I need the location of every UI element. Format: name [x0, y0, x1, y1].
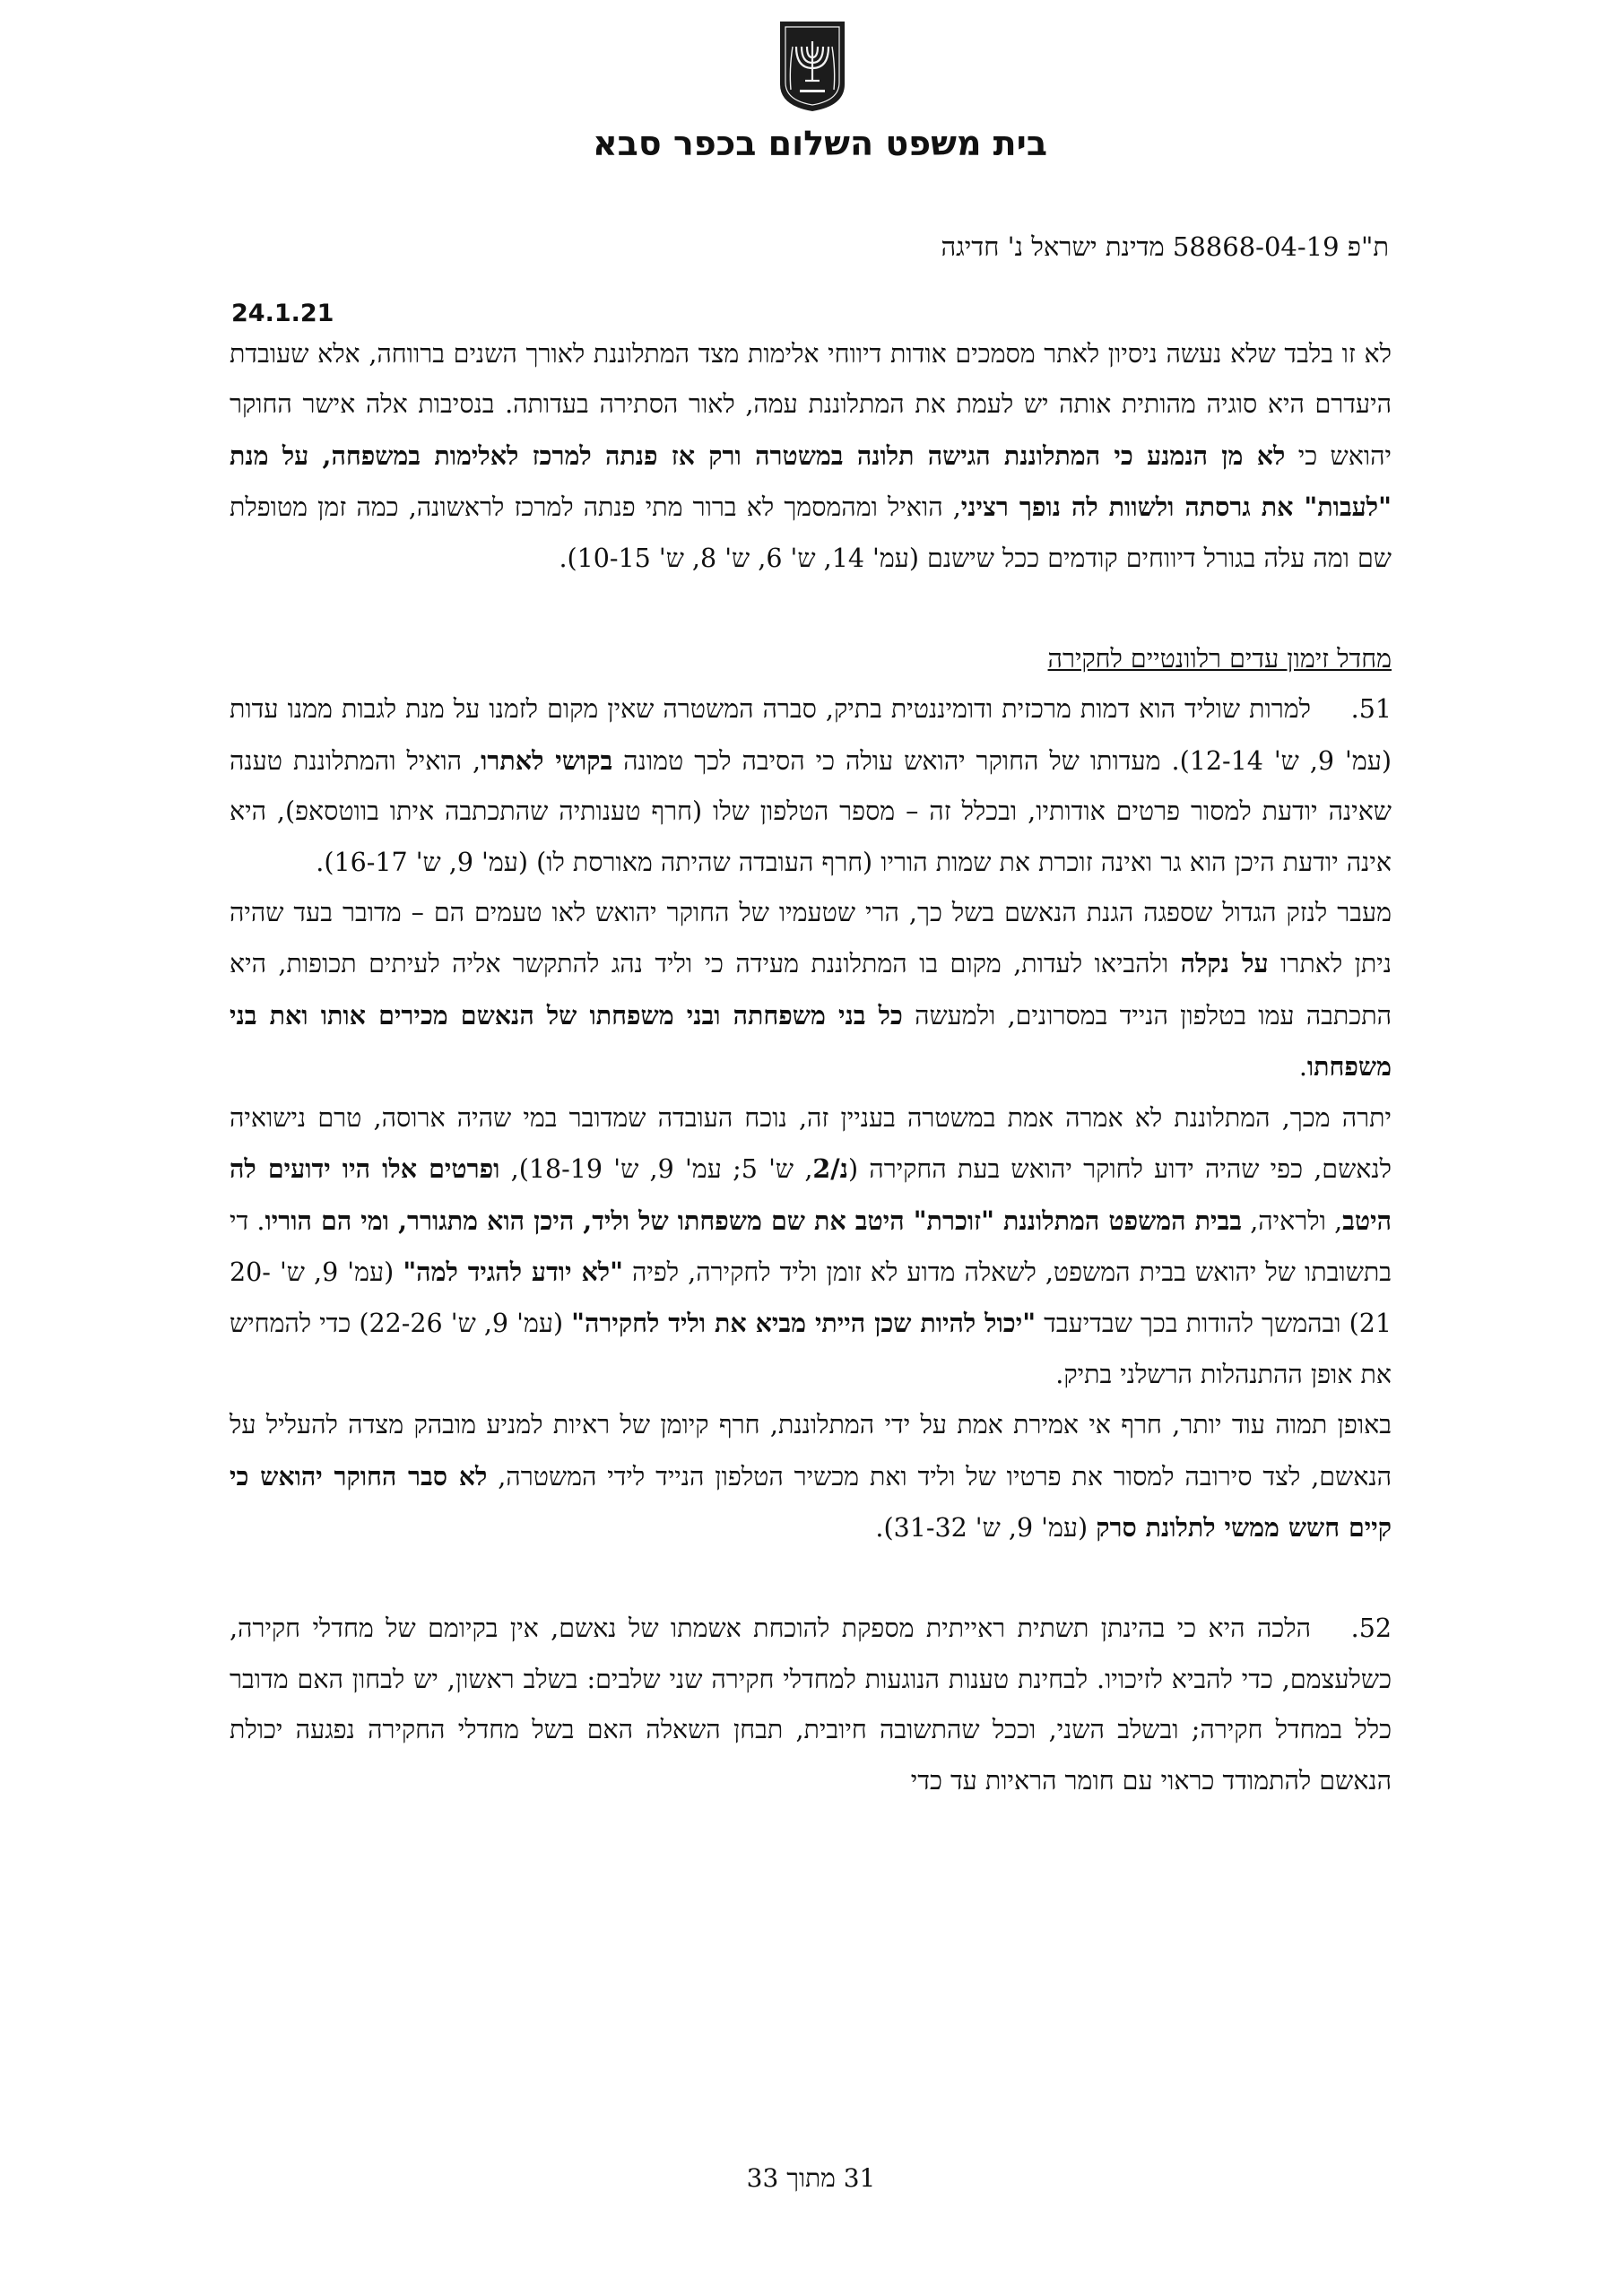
text-run: מעבר לנזק הגדול שספגה הגנת הנאשם בשל כך, הרי שטעמיו של החוקר יהואש לאו טעמים הם – מדובר בעד שהיה ניתן לאתרו — [230, 898, 1392, 979]
text-run: יתרה מכך, המתלוננת לא אמרה אמת במשטרה בעניין זה, נוכח העובדה שמדובר במי שהיה ארוסה, טרם נישואיה לנאשם, כפי שהיה ידוע לחוקר יהואש בעת החקירה ( — [230, 1102, 1392, 1185]
paragraph-51-cont-1 — [230, 888, 1392, 1093]
bold-run: בקושי לאתרו — [481, 744, 613, 776]
text-run: לא זו בלבד שלא נעשה ניסיון לאתר מסמכים אודות דיווחי אלימות מצד המתלוננת לאורך השנים ברווחה, אלא שעובדת היעדרם היא סוגיה מהותית אותה יש לעמת את המתלוננת עמה, לאור הסתירה בעדותה. בנסיבות אלה אישר החוקר יהואש כי — [230, 339, 1392, 471]
bold-run: לא סבר החוקר יהואש כי קיים חשש ממשי לתלונת סרק — [230, 1460, 1392, 1543]
case-title: ת"פ 58868-04-19 מדינת ישראל נ' חדיגה — [941, 231, 1389, 262]
text-run: , הואיל ומהמסמך לא ברור מתי פנתה למרכז לראשונה, כמה זמן מטופלת שם ומה עלה בגורל דיווחים קודמים ככל שישנם (עמ' 14, ש' 6, ש' 8, ש' 10-15). — [230, 492, 1392, 573]
text-run: ולהביאו לעדות, מקום בו המתלוננת מעידה כי וליד נהג להתקשר אליה לעיתים תכופות, היא התכתבה עמו בטלפון הנייד במסרונים, ולמעשה — [230, 949, 1392, 1031]
section-heading: מחדל זימון עדים רלוונטיים לחקירה — [1047, 644, 1392, 674]
bold-run: "לא יודע להגיד למה" — [403, 1256, 623, 1287]
bold-run: נ/2 — [812, 1153, 848, 1185]
text-run: הלכה היא כי בהינתן תשתית ראייתית מספקת להוכחת אשמתו של נאשם, אין בקיומם של מחדלי חקירה, כשלעצמם, כדי להביא לזיכויו. לבחינת טענות הנוגעות למחדלי חקירה שני שלבים: בשלב ראשון, יש לבחון האם מדובר כלל במחדל חקירה; ובשלב השני, וככל שהתשובה חיובית, תבחן השאלה האם בשל מחדלי החקירה נפגעה יכולת הנאשם להתמודד כראוי עם חומר הראיות עד כדי — [230, 1613, 1392, 1796]
page-number: 31 מתוך 33 — [746, 2163, 876, 2193]
text-run: , ש' 5; עמ' 9, ש' 18-19), — [499, 1154, 813, 1185]
court-name: בית משפט השלום בכפר סבא — [592, 124, 1047, 163]
bold-run: על נקלה — [1180, 948, 1269, 979]
text-run: . — [1298, 1052, 1307, 1083]
bold-run: "יכול להיות שכן הייתי מביא את וליד לחקירה" — [571, 1308, 1037, 1339]
text-run: , ולראיה, — [1241, 1205, 1343, 1236]
state-emblem-menorah-icon — [776, 20, 848, 113]
text-run: . די בתשובתו של יהואש בבית המשפט, לשאלה מדוע לא זומן וליד לחקירה, לפיה — [230, 1205, 1392, 1287]
paragraph-number: 52. — [1350, 1613, 1392, 1644]
paragraph-number: 51. — [1350, 694, 1392, 725]
text-run: (עמ' 9, ש' 20-21) ובהמשך להודות בכך שבדיעבד — [230, 1257, 1392, 1339]
text-run: (עמ' 9, ש' 22-26) כדי להמחיש את אופן ההתנהלות הרשלני בתיק. — [230, 1309, 1392, 1389]
text-run: למרות שוליד הוא דמות מרכזית ודומיננטית בתיק, סברה המשטרה שאין מקום לזמנו על מנת לגבות ממנו עדות (עמ' 9, ש' 12-14). מעדותו של החוקר יהואש עולה כי הסיבה לכך טמונה — [230, 694, 1392, 776]
document-body — [230, 329, 1392, 1806]
paragraph-continuation — [230, 329, 1392, 584]
text-run: , הואיל והמתלוננת טענה שאינה יודעת למסור פרטים אודותיו, ובכלל זה – מספר הטלפון שלו (חרף טענותיה שהתכתבה איתו בווטסאפ), היא אינה יודעת היכן הוא גר ואינה זוכרת את שמות הוריו (חרף העובדה שהיתה מאורסת לו) (עמ' 9, ש' 16-17). — [230, 745, 1392, 877]
paragraph-51-cont-2 — [230, 1093, 1392, 1400]
text-run: (עמ' 9, ש' 31-32). — [875, 1512, 1097, 1543]
text-run: באופן תמוה עוד יותר, חרף אי אמירת אמת על ידי המתלוננת, חרף קיומן של ראיות למניע מובהק מצדה להעליל על הנאשם, לצד סירובה למסור את פרטיו של וליד ואת מכשיר הטלפון הנייד לידי המשטרה, — [230, 1410, 1392, 1492]
bold-run: כל בני משפחתה ובני משפחתו של הנאשם מכירים אותו ואת בני משפחתו — [230, 999, 1392, 1083]
paragraph-52 — [230, 1604, 1392, 1806]
paragraph-51-cont-3 — [230, 1400, 1392, 1553]
bold-run: ופרטים אלו היו ידועים לה היטב — [230, 1153, 1392, 1236]
bold-run: בבית המשפט המתלוננת "זוכרת" היטב את שם משפחתו של וליד, היכן הוא מתגורר, ומי הם הוריו — [265, 1205, 1242, 1236]
document-date: 24.1.21 — [231, 300, 334, 327]
paragraph-51 — [230, 684, 1392, 888]
bold-run: לא מן הנמנע כי המתלוננת הגישה תלונה במשטרה ורק אז פנתה למרכז לאלימות במשפחה, על מנת "לעבות" את גרסתה ולשוות לה נופך רציני — [230, 439, 1392, 523]
